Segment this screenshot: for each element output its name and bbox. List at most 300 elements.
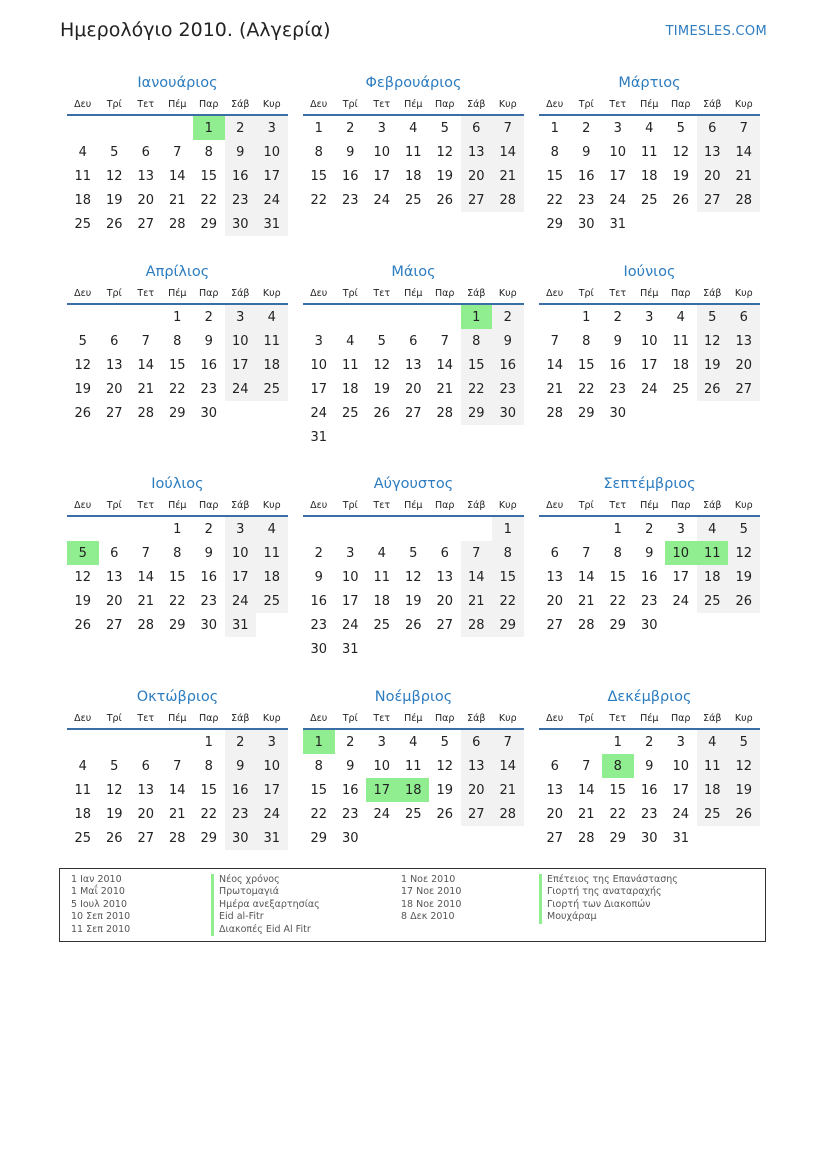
day-cell: 9	[314, 569, 323, 585]
day-cell: 23	[225, 802, 257, 826]
day-cell: 10	[341, 569, 359, 585]
weekday-label: Σάβ	[703, 712, 722, 724]
weekday-label: Δευ	[310, 98, 328, 110]
day-cell: 17	[256, 164, 288, 188]
day-cell: 11	[74, 782, 92, 798]
day-cell: 21	[137, 593, 155, 609]
day-cell: 6	[461, 116, 493, 140]
weekday-label: Σάβ	[231, 712, 250, 724]
month-calendar	[539, 686, 760, 850]
day-cell: 7	[141, 545, 150, 561]
day-cell: 6	[461, 730, 493, 754]
day-cell: 20	[728, 353, 760, 377]
day-cell: 4	[676, 309, 685, 325]
month-name: Σεπτέμβριος	[603, 476, 696, 492]
day-cell: 22	[577, 381, 595, 397]
day-cell: 22	[310, 192, 328, 208]
day-cell: 8	[173, 545, 182, 561]
site-link[interactable]: TIMESLES.COM	[665, 24, 767, 39]
day-cell: 25	[404, 806, 422, 822]
day-cell: 31	[609, 216, 627, 232]
day-cell: 18	[697, 778, 729, 802]
legend-holiday-name: Μουχάραμ	[539, 911, 678, 923]
day-cell: 6	[110, 333, 119, 349]
day-cell: 31	[225, 613, 257, 637]
weekday-label: Δευ	[546, 712, 564, 724]
day-cell: 28	[492, 188, 524, 212]
day-cell: 21	[168, 192, 186, 208]
day-cell: 31	[256, 826, 288, 850]
legend-left-names	[211, 874, 320, 936]
day-cell: 17	[672, 782, 690, 798]
day-cell: 20	[436, 593, 454, 609]
day-cell: 16	[341, 782, 359, 798]
day-cell: 24	[373, 192, 391, 208]
empty-cell	[398, 517, 430, 541]
day-cell: 11	[256, 541, 288, 565]
day-cell: 25	[672, 381, 690, 397]
weekday-label: Κυρ	[498, 287, 517, 299]
month-calendar	[67, 686, 288, 850]
day-cell: 24	[672, 593, 690, 609]
weekday-label: Τετ	[373, 499, 391, 511]
day-cell: 13	[461, 754, 493, 778]
month-calendar	[539, 72, 760, 236]
empty-cell	[303, 305, 335, 329]
day-cell: 28	[137, 405, 155, 421]
day-cell: 12	[74, 569, 92, 585]
weekday-label: Τετ	[373, 98, 391, 110]
weekday-label: Πέμ	[168, 287, 187, 299]
day-grid	[303, 730, 524, 850]
day-cell: 3	[645, 309, 654, 325]
day-cell: 29	[609, 617, 627, 633]
weekday-label: Τρί	[342, 712, 358, 724]
weekday-header	[539, 94, 760, 116]
day-cell: 13	[105, 357, 123, 373]
day-cell: 3	[314, 333, 323, 349]
day-cell: 24	[256, 188, 288, 212]
holiday-legend	[59, 868, 766, 942]
holiday-day-cell: 17	[366, 778, 398, 802]
day-cell: 15	[310, 782, 328, 798]
day-cell: 15	[200, 782, 218, 798]
day-cell: 14	[461, 565, 493, 589]
day-cell: 18	[640, 168, 658, 184]
legend-date: 1 Ιαν 2010	[71, 874, 122, 885]
day-cell: 9	[645, 758, 654, 774]
day-cell: 30	[609, 405, 627, 421]
day-cell: 29	[200, 216, 218, 232]
day-cell: 20	[105, 381, 123, 397]
day-cell: 17	[640, 357, 658, 373]
legend-holiday-name: Ημέρα ανεξαρτησίας	[211, 899, 320, 911]
weekday-label: Δευ	[546, 499, 564, 511]
day-grid	[539, 730, 760, 850]
day-cell: 7	[582, 545, 591, 561]
day-cell: 12	[436, 758, 454, 774]
weekday-header	[67, 283, 288, 305]
day-cell: 16	[200, 569, 218, 585]
day-cell: 19	[728, 565, 760, 589]
day-cell: 2	[225, 116, 257, 140]
weekday-label: Πέμ	[640, 287, 659, 299]
weekday-label: Τρί	[106, 98, 122, 110]
day-cell: 8	[550, 144, 559, 160]
day-cell: 18	[404, 168, 422, 184]
weekday-label: Τετ	[137, 499, 155, 511]
day-cell: 13	[404, 357, 422, 373]
day-cell: 5	[440, 734, 449, 750]
day-cell: 23	[640, 806, 658, 822]
day-cell: 27	[546, 617, 564, 633]
day-cell: 27	[546, 830, 564, 846]
day-cell: 25	[697, 802, 729, 826]
month-name: Απρίλιος	[145, 264, 210, 280]
day-cell: 20	[137, 192, 155, 208]
day-cell: 13	[137, 168, 155, 184]
day-cell: 12	[728, 754, 760, 778]
month-name: Οκτώβριος	[136, 689, 219, 705]
weekday-label: Κυρ	[734, 712, 753, 724]
day-cell: 30	[310, 641, 328, 657]
day-cell: 28	[492, 802, 524, 826]
day-cell: 8	[492, 541, 524, 565]
day-cell: 11	[373, 569, 391, 585]
legend-holiday-name: Πρωτομαγιά	[211, 886, 320, 898]
weekday-header	[303, 495, 524, 517]
day-cell: 18	[373, 593, 391, 609]
day-cell: 6	[550, 758, 559, 774]
day-cell: 31	[672, 830, 690, 846]
day-cell: 16	[609, 357, 627, 373]
day-cell: 19	[697, 353, 729, 377]
weekday-header	[67, 708, 288, 730]
month-calendar	[303, 686, 524, 850]
empty-cell	[130, 116, 162, 140]
day-cell: 12	[105, 782, 123, 798]
day-cell: 22	[492, 589, 524, 613]
day-cell: 25	[341, 405, 359, 421]
day-cell: 12	[436, 144, 454, 160]
day-cell: 4	[409, 120, 418, 136]
day-cell: 23	[200, 381, 218, 397]
day-cell: 18	[697, 565, 729, 589]
day-cell: 26	[697, 377, 729, 401]
weekday-label: Παρ	[199, 499, 219, 511]
holiday-day-cell: 1	[461, 305, 493, 329]
day-cell: 22	[461, 377, 493, 401]
legend-right-dates	[401, 874, 461, 924]
empty-cell	[67, 517, 99, 541]
day-cell: 2	[346, 120, 355, 136]
weekday-label: Πέμ	[404, 499, 423, 511]
empty-cell	[539, 730, 571, 754]
day-cell: 1	[613, 521, 622, 537]
weekday-label: Πέμ	[640, 712, 659, 724]
legend-date: 8 Δεκ 2010	[401, 911, 455, 923]
day-cell: 31	[310, 429, 328, 445]
day-cell: 2	[492, 305, 524, 329]
day-cell: 27	[697, 188, 729, 212]
day-cell: 10	[225, 329, 257, 353]
day-cell: 19	[728, 778, 760, 802]
day-cell: 26	[74, 617, 92, 633]
weekday-label: Τρί	[106, 499, 122, 511]
weekday-label: Τρί	[342, 98, 358, 110]
day-cell: 20	[404, 381, 422, 397]
day-cell: 5	[377, 333, 386, 349]
empty-cell	[571, 517, 603, 541]
day-cell: 5	[409, 545, 418, 561]
day-cell: 9	[225, 140, 257, 164]
day-cell: 15	[200, 168, 218, 184]
empty-cell	[539, 517, 571, 541]
day-cell: 22	[546, 192, 564, 208]
day-cell: 29	[168, 617, 186, 633]
day-cell: 1	[173, 521, 182, 537]
day-cell: 20	[461, 164, 493, 188]
day-cell: 30	[640, 617, 658, 633]
day-cell: 9	[346, 144, 355, 160]
legend-date: 1 Μαΐ 2010	[71, 886, 125, 898]
day-cell: 28	[436, 405, 454, 421]
weekday-label: Παρ	[435, 712, 455, 724]
weekday-label: Δευ	[74, 499, 92, 511]
day-cell: 3	[256, 116, 288, 140]
day-cell: 2	[582, 120, 591, 136]
day-cell: 29	[200, 830, 218, 846]
empty-cell	[162, 116, 194, 140]
weekday-label: Κυρ	[734, 287, 753, 299]
day-cell: 21	[436, 381, 454, 397]
empty-cell	[398, 305, 430, 329]
day-cell: 30	[200, 617, 218, 633]
empty-cell	[335, 305, 367, 329]
day-cell: 20	[697, 164, 729, 188]
day-cell: 28	[577, 617, 595, 633]
legend-holiday-name: Διακοπές Eid Al Fitr	[211, 924, 320, 936]
day-cell: 15	[310, 168, 328, 184]
day-cell: 23	[640, 593, 658, 609]
day-cell: 28	[461, 613, 493, 637]
day-grid	[67, 305, 288, 425]
day-cell: 20	[105, 593, 123, 609]
day-cell: 13	[461, 140, 493, 164]
day-cell: 12	[697, 329, 729, 353]
day-cell: 10	[256, 754, 288, 778]
legend-left-dates	[71, 874, 130, 936]
day-cell: 5	[110, 758, 119, 774]
weekday-label: Σάβ	[467, 499, 486, 511]
day-cell: 14	[492, 140, 524, 164]
day-cell: 3	[225, 305, 257, 329]
day-cell: 4	[346, 333, 355, 349]
day-cell: 8	[204, 758, 213, 774]
weekday-label: Σάβ	[231, 287, 250, 299]
day-cell: 23	[341, 806, 359, 822]
day-grid	[303, 305, 524, 449]
empty-cell	[99, 305, 131, 329]
day-cell: 29	[168, 405, 186, 421]
day-cell: 19	[373, 381, 391, 397]
month-name: Μάιος	[391, 264, 436, 280]
holiday-day-cell: 1	[303, 730, 335, 754]
day-cell: 7	[440, 333, 449, 349]
day-cell: 8	[314, 758, 323, 774]
weekday-label: Τρί	[342, 499, 358, 511]
holiday-day-cell: 10	[665, 541, 697, 565]
day-cell: 17	[609, 168, 627, 184]
month-calendar	[67, 72, 288, 236]
day-cell: 18	[341, 381, 359, 397]
month-name: Φεβρουάριος	[365, 75, 462, 91]
weekday-label: Κυρ	[262, 499, 281, 511]
day-cell: 9	[645, 545, 654, 561]
day-cell: 11	[672, 333, 690, 349]
weekday-label: Σάβ	[231, 98, 250, 110]
month-name: Δεκέμβριος	[607, 689, 692, 705]
weekday-label: Παρ	[671, 98, 691, 110]
day-cell: 24	[373, 806, 391, 822]
day-cell: 18	[74, 192, 92, 208]
day-cell: 26	[728, 802, 760, 826]
day-cell: 31	[256, 212, 288, 236]
day-cell: 2	[204, 521, 213, 537]
weekday-label: Τρί	[578, 499, 594, 511]
day-cell: 28	[546, 405, 564, 421]
day-cell: 12	[373, 357, 391, 373]
day-cell: 17	[341, 593, 359, 609]
day-cell: 11	[404, 758, 422, 774]
day-cell: 16	[200, 357, 218, 373]
weekday-label: Κυρ	[498, 712, 517, 724]
day-cell: 19	[436, 782, 454, 798]
weekday-label: Σάβ	[703, 287, 722, 299]
legend-date: 1 Νοε 2010	[401, 874, 456, 885]
day-cell: 5	[78, 333, 87, 349]
day-grid	[67, 730, 288, 850]
day-cell: 3	[377, 120, 386, 136]
day-cell: 16	[640, 569, 658, 585]
day-cell: 1	[582, 309, 591, 325]
day-cell: 14	[137, 357, 155, 373]
weekday-label: Δευ	[310, 499, 328, 511]
weekday-label: Σάβ	[467, 712, 486, 724]
day-cell: 15	[168, 569, 186, 585]
empty-cell	[99, 730, 131, 754]
weekday-label: Πέμ	[168, 98, 187, 110]
day-cell: 22	[609, 593, 627, 609]
day-cell: 29	[609, 830, 627, 846]
weekday-label: Δευ	[546, 287, 564, 299]
day-cell: 24	[341, 617, 359, 633]
day-cell: 15	[609, 569, 627, 585]
day-cell: 20	[546, 806, 564, 822]
day-cell: 10	[225, 541, 257, 565]
month-calendar	[303, 473, 524, 661]
weekday-label: Τρί	[578, 98, 594, 110]
day-cell: 12	[74, 357, 92, 373]
day-cell: 4	[256, 305, 288, 329]
day-cell: 9	[492, 329, 524, 353]
day-cell: 27	[436, 617, 454, 633]
day-grid	[303, 116, 524, 212]
holiday-day-cell: 1	[193, 116, 225, 140]
day-cell: 30	[492, 401, 524, 425]
day-cell: 7	[492, 730, 524, 754]
day-cell: 5	[110, 144, 119, 160]
day-cell: 2	[314, 545, 323, 561]
day-cell: 13	[546, 569, 564, 585]
day-cell: 27	[461, 802, 493, 826]
legend-holiday-name: Επέτειος της Επανάστασης	[539, 874, 678, 886]
day-cell: 14	[577, 569, 595, 585]
day-cell: 17	[672, 569, 690, 585]
day-grid	[303, 517, 524, 661]
day-cell: 7	[173, 144, 182, 160]
day-cell: 6	[141, 758, 150, 774]
day-cell: 26	[105, 216, 123, 232]
weekday-label: Παρ	[435, 287, 455, 299]
day-cell: 27	[728, 377, 760, 401]
weekday-label: Δευ	[74, 712, 92, 724]
day-cell: 19	[404, 593, 422, 609]
day-cell: 4	[78, 144, 87, 160]
day-cell: 3	[676, 521, 685, 537]
day-cell: 26	[74, 405, 92, 421]
day-cell: 11	[697, 754, 729, 778]
day-cell: 10	[373, 758, 391, 774]
day-cell: 26	[436, 806, 454, 822]
day-cell: 15	[609, 782, 627, 798]
day-cell: 8	[314, 144, 323, 160]
legend-date: 17 Νοε 2010	[401, 886, 462, 898]
day-cell: 28	[137, 617, 155, 633]
day-cell: 24	[225, 589, 257, 613]
day-cell: 3	[676, 734, 685, 750]
empty-cell	[67, 730, 99, 754]
weekday-label: Σάβ	[467, 287, 486, 299]
day-cell: 21	[577, 806, 595, 822]
month-calendar	[539, 473, 760, 637]
day-cell: 5	[676, 120, 685, 136]
weekday-header	[539, 283, 760, 305]
day-cell: 24	[672, 806, 690, 822]
empty-cell	[461, 517, 493, 541]
day-cell: 12	[672, 144, 690, 160]
day-cell: 8	[613, 545, 622, 561]
day-cell: 21	[492, 164, 524, 188]
day-cell: 13	[436, 569, 454, 585]
day-cell: 8	[461, 329, 493, 353]
day-cell: 25	[697, 589, 729, 613]
day-cell: 22	[609, 806, 627, 822]
day-cell: 7	[141, 333, 150, 349]
day-cell: 27	[105, 405, 123, 421]
day-cell: 30	[200, 405, 218, 421]
day-cell: 27	[137, 216, 155, 232]
day-cell: 6	[440, 545, 449, 561]
weekday-label: Παρ	[199, 98, 219, 110]
day-cell: 21	[577, 593, 595, 609]
holiday-day-cell: 5	[67, 541, 99, 565]
holiday-day-cell: 11	[697, 541, 729, 565]
weekday-label: Κυρ	[734, 499, 753, 511]
weekday-label: Παρ	[199, 287, 219, 299]
day-cell: 18	[672, 357, 690, 373]
weekday-label: Τετ	[373, 287, 391, 299]
